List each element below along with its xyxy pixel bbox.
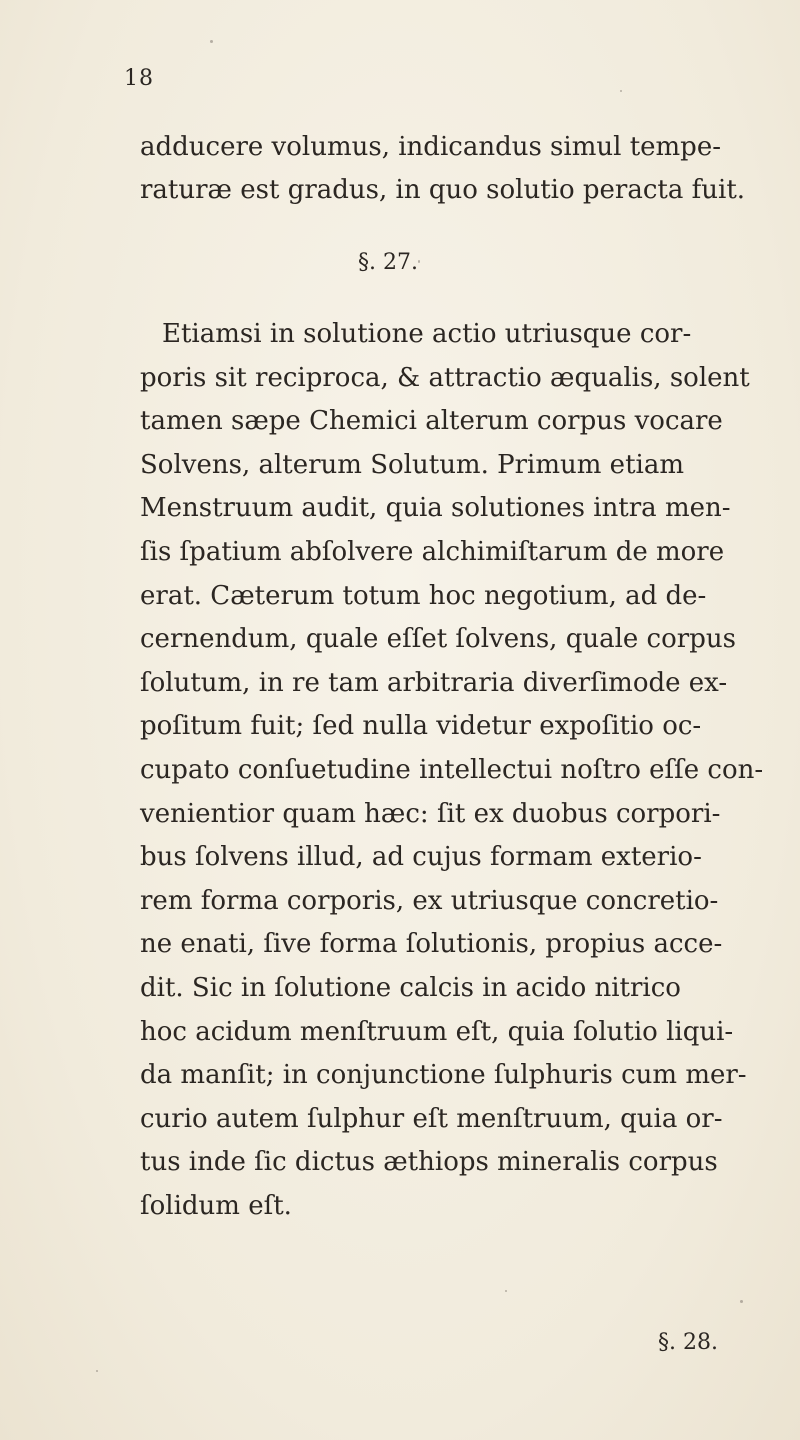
text-line: tamen sæpe Chemici alterum corpus vocare bbox=[140, 406, 723, 436]
paper-speck bbox=[418, 260, 420, 263]
text-line: poris sit reciproca, & attractio æqualis, solent bbox=[140, 363, 750, 393]
text-line: bus ſolvens illud, ad cujus formam exterio- bbox=[140, 842, 702, 872]
text-line: raturæ est gradus, in quo solutio peracta fuit. bbox=[140, 175, 746, 205]
text-line: ſolidum eſt. bbox=[140, 1191, 292, 1221]
paper-speck bbox=[505, 1290, 507, 1292]
text-line: da manſit; in conjunctione ſulphuris cum mer- bbox=[140, 1060, 747, 1090]
text-line: curio autem ſulphur eſt menſtruum, quia or- bbox=[140, 1104, 723, 1134]
text-line: hoc acidum menſtruum eſt, quia ſolutio liqui- bbox=[140, 1017, 734, 1047]
text-line: ſolutum, in re tam arbitraria diverſimode ex- bbox=[140, 668, 728, 698]
text-line: ne enati, ſive forma ſolutionis, propius acce- bbox=[140, 929, 723, 959]
catchword: §. 28. bbox=[658, 1330, 718, 1355]
text-line: Etiamsi in solutione actio utriusque cor- bbox=[162, 319, 692, 349]
text-line: ſis ſpatium abſolvere alchimiſtarum de more bbox=[140, 537, 725, 567]
text-line: Solvens, alterum Solutum. Primum etiam bbox=[140, 450, 684, 480]
text-line: Menstruum audit, quia solutiones intra men- bbox=[140, 493, 731, 523]
text-line: cernendum, quale eſſet ſolvens, quale corpus bbox=[140, 624, 736, 654]
text-line: poſitum fuit; ſed nulla videtur expoſitio oc- bbox=[140, 711, 702, 741]
text-line: erat. Cæterum totum hoc negotium, ad de- bbox=[140, 581, 707, 611]
paper-speck bbox=[96, 1370, 98, 1372]
page-number: 18 bbox=[124, 66, 154, 91]
text-line: cupato conſuetudine intellectui noſtro eſſe con- bbox=[140, 755, 764, 785]
paper-speck bbox=[620, 90, 622, 92]
text-line: tus inde ſic dictus æthiops mineralis corpus bbox=[140, 1147, 718, 1177]
text-line: venientior quam hæc: ſit ex duobus corpori- bbox=[140, 799, 721, 829]
paper-speck bbox=[740, 1300, 743, 1303]
text-line: dit. Sic in ſolutione calcis in acido nitrico bbox=[140, 973, 681, 1003]
text-line: rem forma corporis, ex utriusque concretio- bbox=[140, 886, 719, 916]
section-heading: §. 27. bbox=[358, 250, 418, 275]
text-line: adducere volumus, indicandus simul tempe- bbox=[140, 132, 722, 162]
paper-speck bbox=[210, 40, 213, 43]
